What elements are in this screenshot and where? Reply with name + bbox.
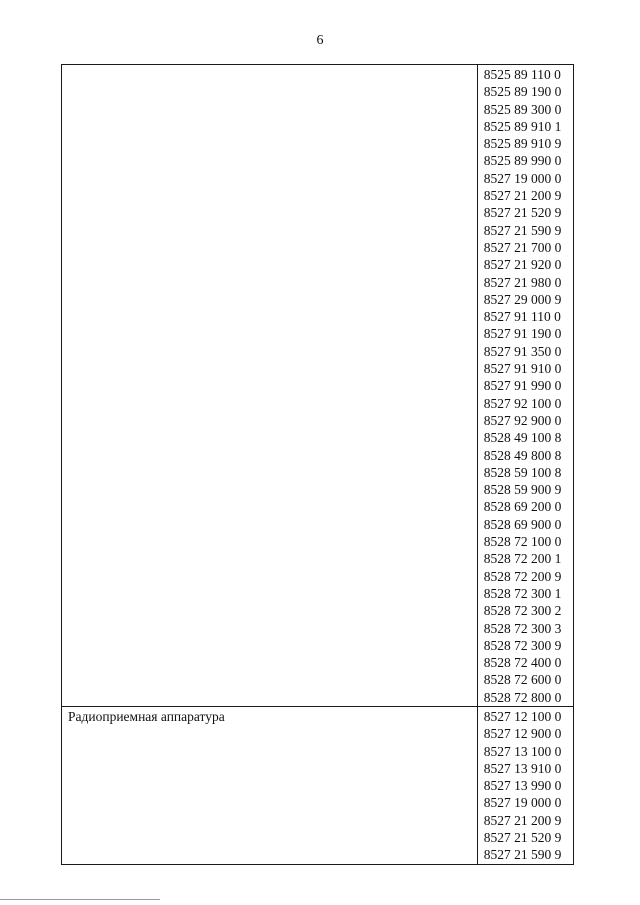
tnved-code: 8528 72 300 9 <box>483 637 562 653</box>
tnved-code: 8528 59 900 9 <box>483 482 562 498</box>
tnved-code: 8528 72 400 0 <box>483 655 562 671</box>
tnved-code: 8527 91 350 0 <box>483 343 562 359</box>
tnved-code: 8527 13 990 0 <box>483 778 562 794</box>
tnved-code: 8528 69 900 0 <box>483 516 562 532</box>
tnved-code: 8527 21 520 9 <box>483 830 562 846</box>
tnved-code: 8525 89 910 1 <box>483 118 562 134</box>
product-name-cell <box>62 65 478 707</box>
codes-table <box>61 64 574 865</box>
tnved-code: 8527 21 980 0 <box>483 274 562 290</box>
tnved-code: 8527 91 990 0 <box>483 378 562 394</box>
tnved-code: 8527 21 590 9 <box>483 222 562 238</box>
tnved-code: 8527 13 100 0 <box>483 743 562 759</box>
tnved-code: 8527 91 110 0 <box>483 309 561 325</box>
tnved-code: 8527 19 000 0 <box>483 170 562 186</box>
tnved-code: 8528 49 100 8 <box>483 430 562 446</box>
tnved-code: 8528 72 300 1 <box>483 585 562 601</box>
tnved-code: 8528 72 200 9 <box>483 568 562 584</box>
tnved-code: 8527 91 910 0 <box>483 361 562 377</box>
tnved-code: 8527 21 520 9 <box>483 205 562 221</box>
tnved-code: 8525 89 300 0 <box>483 101 562 117</box>
tnved-code: 8528 69 200 0 <box>483 499 562 515</box>
tnved-code: 8525 89 910 9 <box>483 136 562 152</box>
product-name <box>62 65 477 66</box>
tnved-code: 8527 12 100 0 <box>483 708 562 724</box>
tnved-codes-list <box>478 65 573 706</box>
tnved-codes-list <box>478 707 573 864</box>
product-name: Радиоприемная аппаратура <box>68 708 225 724</box>
tnved-code: 8527 21 700 0 <box>483 239 562 255</box>
tnved-code: 8528 72 300 3 <box>483 620 562 636</box>
tnved-code: 8528 72 800 0 <box>483 689 562 705</box>
tnved-code: 8527 29 000 9 <box>483 291 562 307</box>
tnved-code: 8527 13 910 0 <box>483 760 562 776</box>
table-body <box>62 65 574 865</box>
tnved-code: 8528 72 100 0 <box>483 534 562 550</box>
tnved-code: 8527 12 900 0 <box>483 726 562 742</box>
tnved-code: 8528 72 600 0 <box>483 672 562 688</box>
tnved-code: 8528 72 300 2 <box>483 603 562 619</box>
tnved-code: 8527 21 590 9 <box>483 847 562 863</box>
tnved-code: 8528 49 800 8 <box>483 447 562 463</box>
tnved-code: 8527 92 900 0 <box>483 412 562 428</box>
tnved-code: 8525 89 190 0 <box>483 84 562 100</box>
tnved-code: 8527 21 200 9 <box>483 812 562 828</box>
table-row <box>62 65 574 707</box>
table-row <box>62 706 574 864</box>
scan-edge-line <box>0 899 160 900</box>
tnved-code: 8527 92 100 0 <box>483 395 562 411</box>
product-name-cell <box>62 706 478 864</box>
tnved-code: 8527 91 190 0 <box>483 326 562 342</box>
tnved-code: 8527 21 200 9 <box>483 188 562 204</box>
tnved-codes-cell <box>477 706 573 864</box>
page-number: 6 <box>316 33 324 48</box>
tnved-code: 8527 19 000 0 <box>483 795 562 811</box>
tnved-code: 8525 89 110 0 <box>483 67 561 82</box>
tnved-code: 8525 89 990 0 <box>483 153 562 169</box>
tnved-code: 8527 21 920 0 <box>483 257 562 273</box>
tnved-code: 8528 59 100 8 <box>483 464 562 480</box>
tnved-code: 8528 72 200 1 <box>483 551 562 567</box>
tnved-codes-cell <box>477 65 573 707</box>
